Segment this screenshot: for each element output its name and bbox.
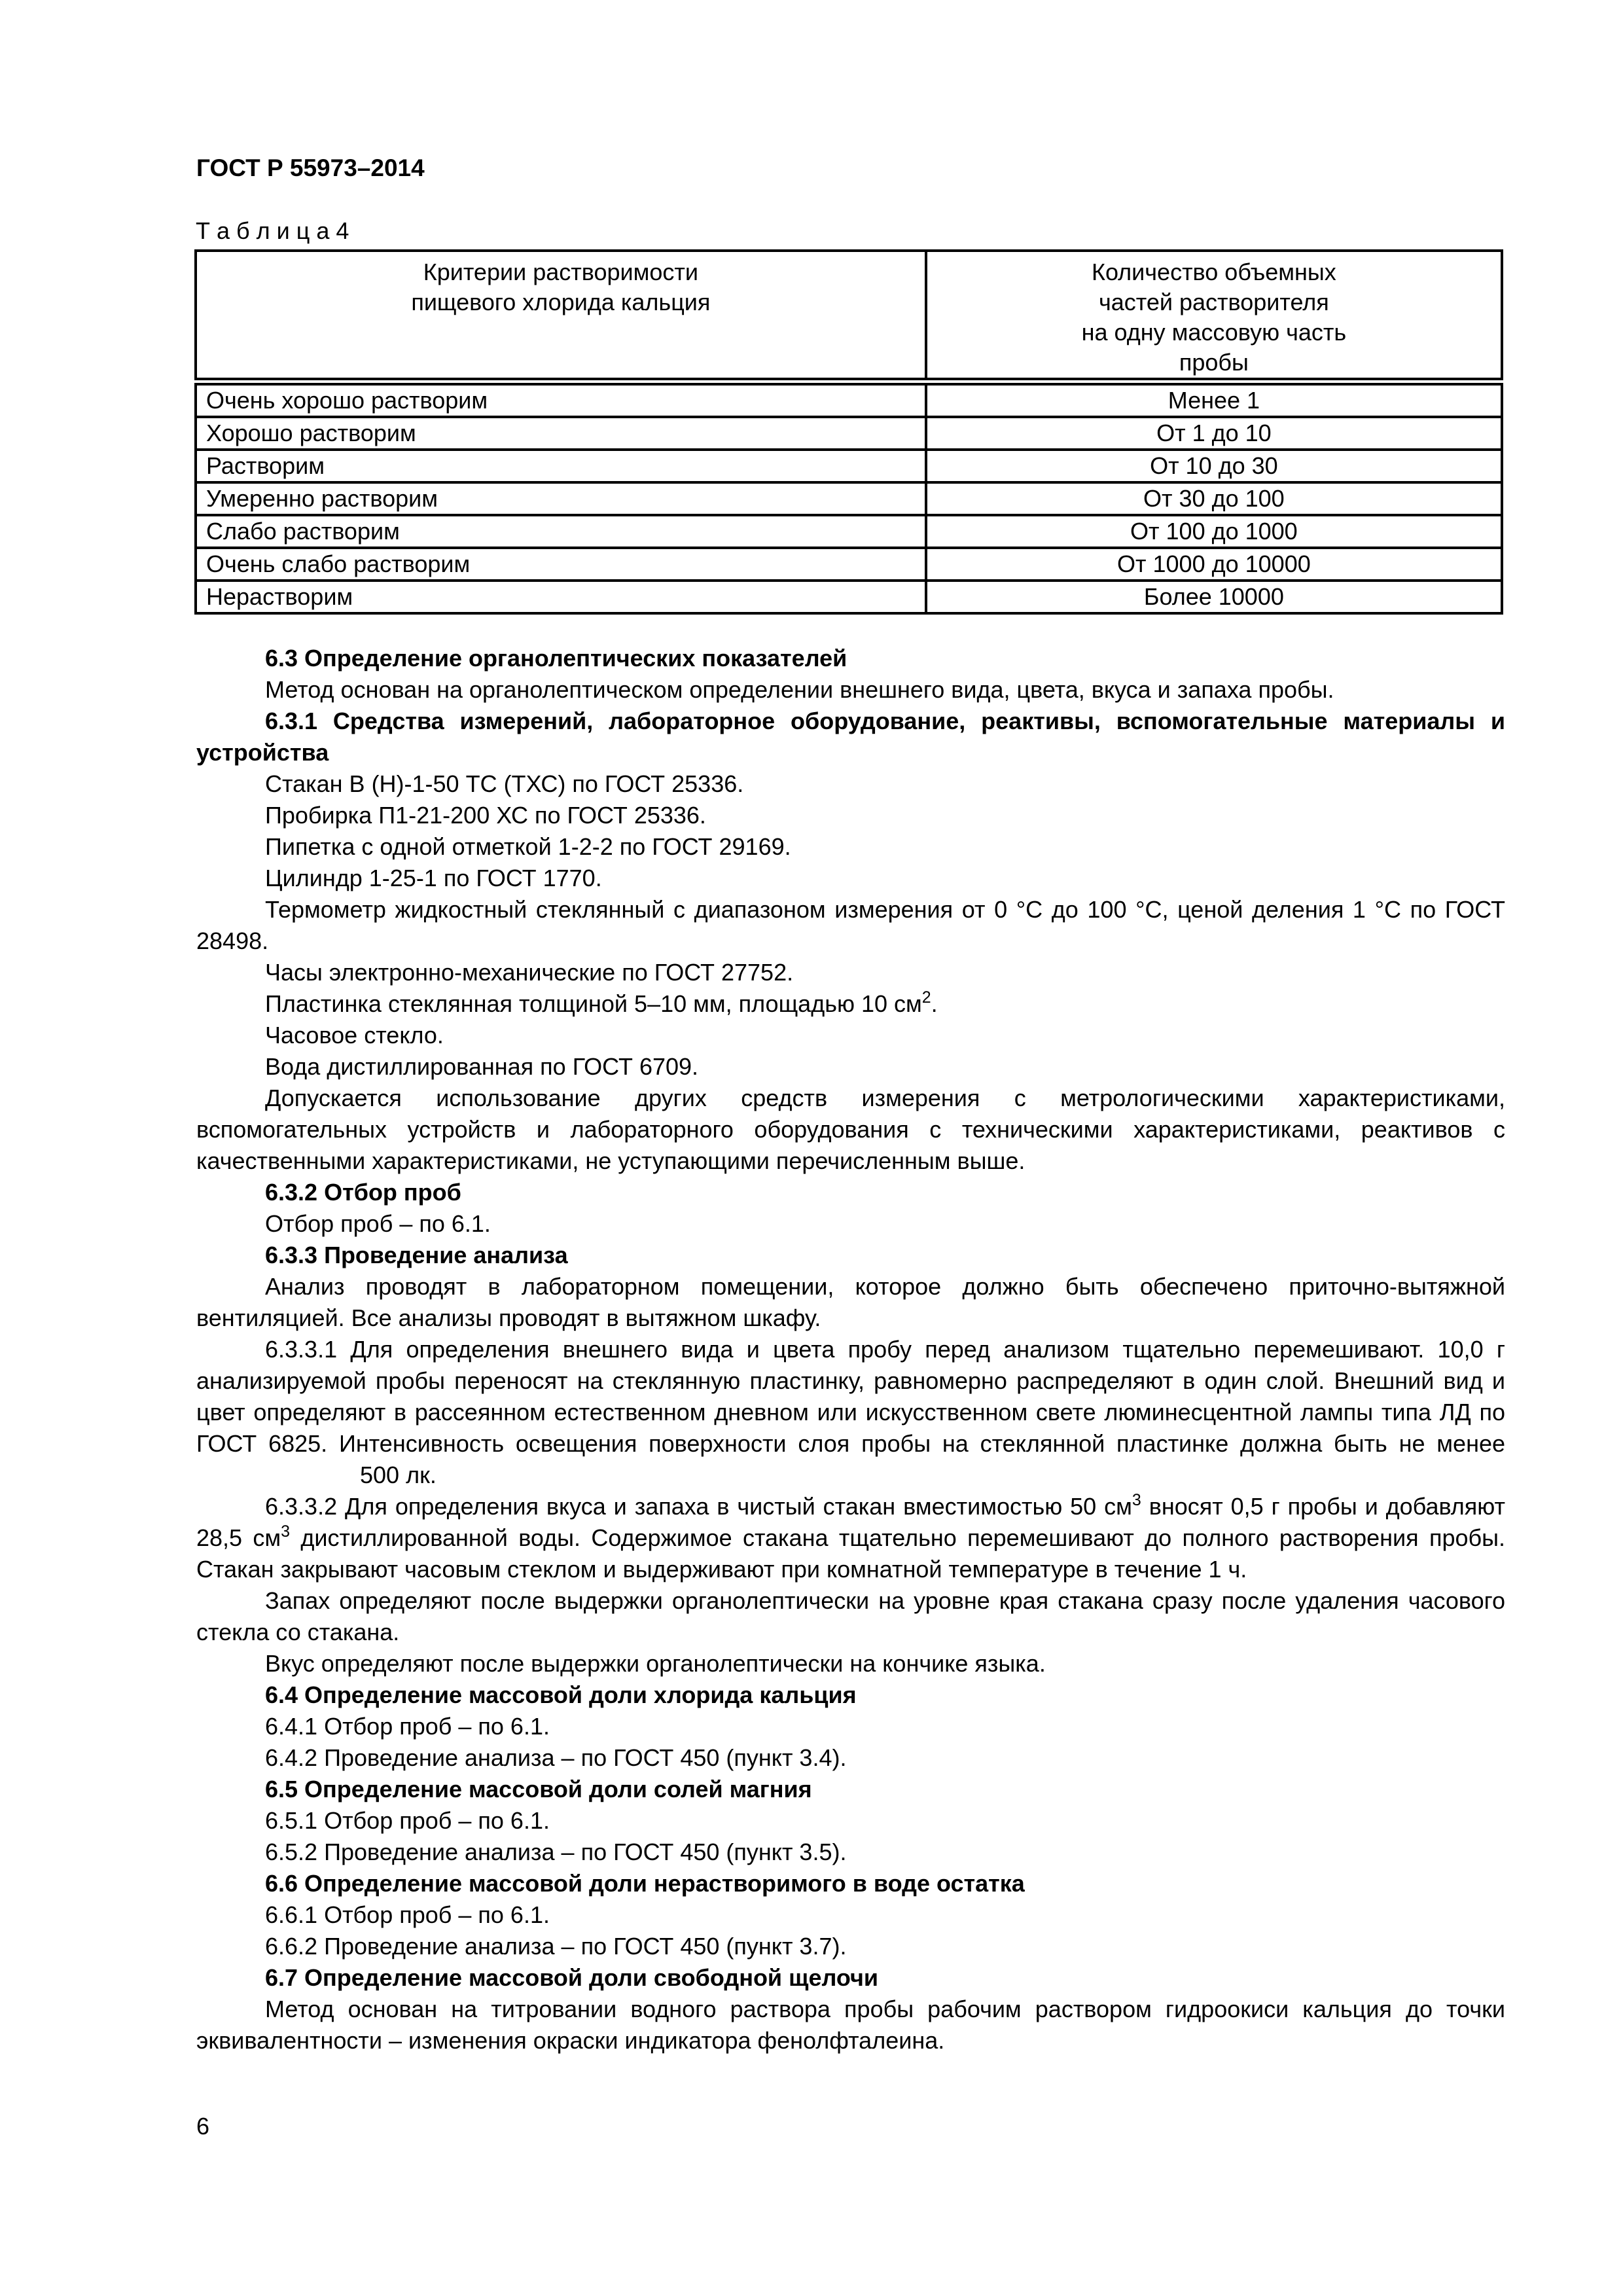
table4-col2-header	[926, 251, 1502, 382]
table-cell-criterion: Очень слабо растворим	[196, 548, 926, 581]
table-cell-amount: От 1000 до 10000	[926, 548, 1502, 581]
table4-col1-header-line: пищевого хлорида кальция	[411, 289, 711, 315]
section-heading-6-4: 6.4 Определение массовой доли хлорида кальция	[265, 1681, 857, 1708]
paragraph: Термометр жидкостный стеклянный с диапазоном измерения от 0 °С до 100 °С, ценой деления 1 °С по ГОСТ 28498.	[196, 896, 1505, 954]
paragraph: 6.4.2 Проведение анализа – по ГОСТ 450 (пункт 3.4).	[265, 1744, 847, 1771]
table-row	[196, 581, 1502, 613]
table4-col1-header-line: Критерии растворимости	[423, 259, 698, 285]
paragraph: Часы электронно-механические по ГОСТ 27752.	[265, 959, 794, 986]
paragraph: Отбор проб – по 6.1.	[265, 1210, 491, 1237]
table4-col2-header-line: на одну массовую часть	[1081, 319, 1347, 346]
section-heading-6-5: 6.5 Определение массовой доли солей магния	[265, 1776, 812, 1803]
paragraph	[196, 988, 1505, 1020]
table4-col2-header-line: частей растворителя	[1098, 289, 1329, 315]
table-row	[196, 482, 1502, 515]
section-heading-6-3-3: 6.3.3 Проведение анализа	[265, 1242, 568, 1268]
paragraph: Анализ проводят в лабораторном помещении, которое должно быть обеспечено приточно-вытяжной вентиляцией. Все анализы проводят в вытяжном шкафу.	[196, 1273, 1505, 1331]
table-row	[196, 450, 1502, 482]
section-heading-6-6: 6.6 Определение массовой доли нерастворимого в воде остатка	[265, 1870, 1025, 1897]
paragraph: Пробирка П1-21-200 ХС по ГОСТ 25336.	[265, 802, 706, 829]
paragraph: Допускается использование других средств измерения с метрологическими характеристиками, вспомогательных устройств и лабораторного оборудования с техническими характеристиками, реактивов с качественными характеристиками, не уступающими перечисленным выше.	[196, 1085, 1505, 1174]
table-cell-criterion: Очень хорошо растворим	[196, 382, 926, 417]
paragraph-text: 500 лк.	[360, 1462, 437, 1488]
table-row	[196, 515, 1502, 548]
superscript: 2	[921, 988, 931, 1007]
section-heading-6-3-1: 6.3.1 Средства измерений, лабораторное оборудование, реактивы, вспомогательные материалы и устройства	[196, 708, 1505, 766]
document-code-header: ГОСТ Р 55973–2014	[196, 154, 425, 181]
table-row	[196, 417, 1502, 450]
table4-col1-header	[196, 251, 926, 382]
paragraph-text: Пластинка стеклянная толщиной 5–10 мм, площадью 10 см	[265, 990, 922, 1017]
table4	[194, 249, 1503, 615]
paragraph: 6.6.2 Проведение анализа – по ГОСТ 450 (пункт 3.7).	[265, 1933, 847, 1960]
paragraph: 6.6.1 Отбор проб – по 6.1.	[265, 1901, 550, 1928]
table-row	[196, 382, 1502, 417]
table4-col2-header-line: Количество объемных	[1091, 259, 1336, 285]
section-heading-6-3: 6.3 Определение органолептических показателей	[265, 645, 847, 672]
paragraph: Метод основан на титровании водного раствора пробы рабочим раствором гидроокиси кальция до точки эквивалентности – изменения окраски индикатора фенолфталеина.	[196, 1996, 1505, 2054]
superscript: 3	[281, 1522, 291, 1541]
paragraph-text: .	[931, 990, 938, 1017]
tab-gap	[196, 1482, 360, 1483]
table-cell-amount: От 100 до 1000	[926, 515, 1502, 548]
paragraph-text: дистиллированной воды. Содержимое стакана тщательно перемешивают до полного растворения пробы. Стакан закрывают часовым стеклом и выдерживают при комнатной температуре в течение 1 ч.	[196, 1524, 1505, 1583]
table-cell-amount: Менее 1	[926, 382, 1502, 417]
table-cell-criterion: Нерастворим	[196, 581, 926, 613]
table-cell-amount: От 1 до 10	[926, 417, 1502, 450]
table-cell-criterion: Слабо растворим	[196, 515, 926, 548]
section-heading-6-3-2: 6.3.2 Отбор проб	[265, 1179, 461, 1206]
table4-col2-header-line: пробы	[1179, 349, 1249, 376]
paragraph: 6.5.2 Проведение анализа – по ГОСТ 450 (пункт 3.5).	[265, 1839, 847, 1865]
table4-header-row	[196, 251, 1502, 382]
table-cell-amount: От 10 до 30	[926, 450, 1502, 482]
paragraph: Метод основан на органолептическом определении внешнего вида, цвета, вкуса и запаха пробы.	[265, 676, 1334, 703]
table-cell-criterion: Умеренно растворим	[196, 482, 926, 515]
paragraph: Стакан В (Н)-1-50 ТС (ТХС) по ГОСТ 25336.	[265, 770, 744, 797]
table-cell-criterion: Хорошо растворим	[196, 417, 926, 450]
paragraph: Пипетка с одной отметкой 1-2-2 по ГОСТ 29169.	[265, 833, 791, 860]
paragraph	[196, 1491, 1505, 1585]
table-row	[196, 548, 1502, 581]
superscript: 3	[1132, 1491, 1141, 1509]
paragraph-text: 6.3.3.2 Для определения вкуса и запаха в чистый стакан вместимостью 50 см	[265, 1493, 1132, 1520]
paragraph: 6.4.1 Отбор проб – по 6.1.	[265, 1713, 550, 1740]
paragraph: Запах определяют после выдержки органолептически на уровне края стакана сразу после удаления часового стекла со стакана.	[196, 1587, 1505, 1645]
table4-label: Т а б л и ц а 4	[196, 217, 349, 244]
table-cell-amount: Более 10000	[926, 581, 1502, 613]
paragraph: Вода дистиллированная по ГОСТ 6709.	[265, 1053, 699, 1080]
table-cell-criterion: Растворим	[196, 450, 926, 482]
paragraph: Цилиндр 1-25-1 по ГОСТ 1770.	[265, 865, 602, 891]
body-text	[196, 643, 1505, 2056]
paragraph-text: 6.3.3.1 Для определения внешнего вида и цвета пробу перед анализом тщательно перемешивают. 10,0 г анализируемой пробы переносят на стеклянную пластинку, равномерно распределяют в один слой. Внешний вид и цвет определяют в рассеянном естественном дневном или искусственном свете люминесцентной лампы типа ЛД по ГОСТ 6825. Интенсивность освещения поверхности слоя пробы на стеклянной пластинке должна быть не менее	[196, 1336, 1505, 1457]
paragraph: 6.5.1 Отбор проб – по 6.1.	[265, 1807, 550, 1834]
paragraph: Часовое стекло.	[265, 1022, 444, 1049]
paragraph	[196, 1334, 1505, 1491]
page-number: 6	[196, 2113, 210, 2140]
paragraph-text: вносят 0,5 г пробы и добавляют 28,5 см	[196, 1493, 1505, 1551]
table-cell-amount: От 30 до 100	[926, 482, 1502, 515]
paragraph: Вкус определяют после выдержки органолептически на кончике языка.	[265, 1650, 1046, 1677]
section-heading-6-7: 6.7 Определение массовой доли свободной щелочи	[265, 1964, 878, 1991]
